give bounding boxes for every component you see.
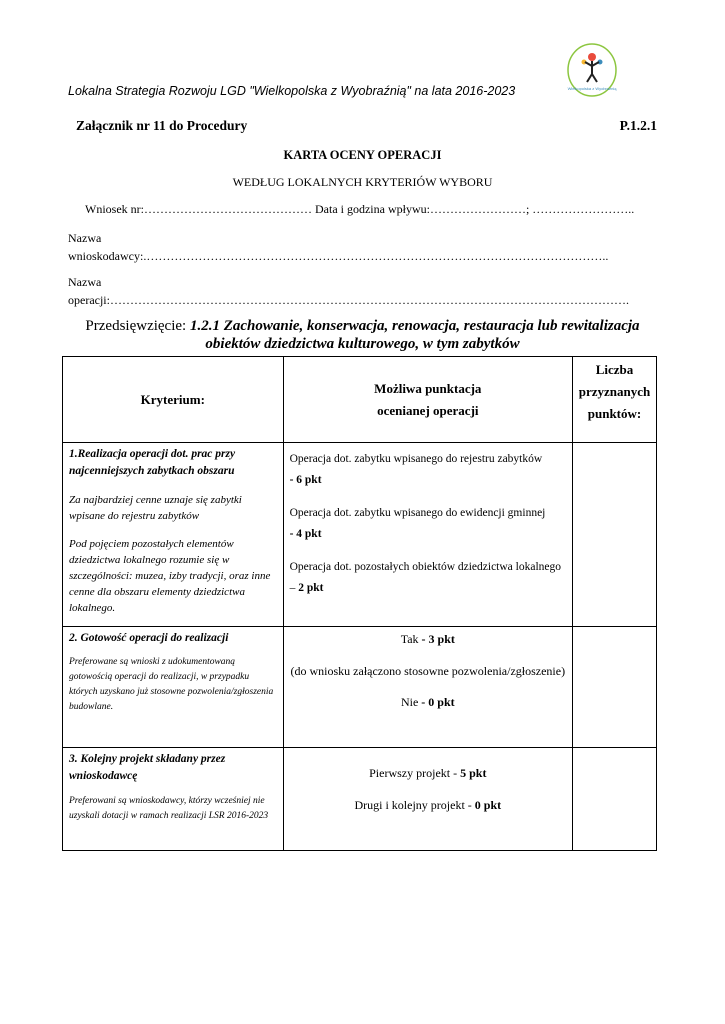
score-option-2a: Tak - 3 pkt bbox=[400, 632, 455, 646]
scoring-cell-1 bbox=[283, 443, 572, 627]
criterion-cell-1 bbox=[63, 443, 284, 627]
criterion-cell-2 bbox=[63, 627, 284, 748]
table-row bbox=[63, 443, 657, 627]
operation-name-field bbox=[68, 273, 668, 309]
table-row bbox=[63, 627, 657, 748]
score-option-2-note: (do wniosku załączono stosowne pozwolenia/zgłoszenie) bbox=[290, 664, 566, 678]
score-option-1c: Operacja dot. pozostałych obiektów dziedzictwa lokalnego – 2 pkt bbox=[289, 561, 562, 594]
points-cell-2[interactable] bbox=[573, 627, 657, 748]
score-option-2b: Nie - 0 pkt bbox=[400, 695, 455, 709]
points-cell-1[interactable] bbox=[573, 443, 657, 627]
scoring-cell-3 bbox=[283, 748, 572, 851]
criterion-desc-2: Preferowane są wnioski z udokumentowaną gotowością operacji do realizacji, w przypadku których uzyskano już stosowne pozwolenia/zgłoszenia budowlane. bbox=[69, 657, 274, 712]
scoring-cell-2 bbox=[283, 627, 572, 748]
procedure-code: P.1.2.1 bbox=[619, 118, 657, 133]
operation-name-line: operacji:…………………………………………………………………………………………………………………. bbox=[68, 293, 629, 307]
score-option-1b: Operacja dot. zabytku wpisanego do ewidencji gminnej - 4 pkt bbox=[289, 507, 546, 540]
applicant-name-label: Nazwa bbox=[68, 231, 102, 245]
points-cell-3[interactable] bbox=[573, 748, 657, 851]
criterion-title-1: 1.Realizacja operacji dot. prac przy najcenniejszych zabytkach obszaru bbox=[69, 448, 236, 477]
criterion-title-3: 3. Kolejny projekt składany przez wnioskodawcę bbox=[69, 753, 226, 782]
undertaking-label: Przedsięwzięcie: bbox=[85, 318, 190, 334]
table-header-row bbox=[63, 357, 657, 443]
lgd-logo bbox=[566, 42, 618, 98]
table-row bbox=[63, 748, 657, 851]
undertaking-name: 1.2.1 Zachowanie, konserwacja, renowacja, restauracja lub rewitalizacja obiektów dziedzictwa kulturowego, w tym zabytków bbox=[189, 318, 640, 352]
applicant-name-line: wnioskodawcy:.…………………………………………………………………………………………………….. bbox=[68, 249, 609, 263]
header-kryterium: Kryterium: bbox=[63, 357, 284, 443]
criterion-desc-3: Preferowani są wnioskodawcy, którzy wcześniej nie uzyskali dotacji w ramach realizacji LSR 2016-2023 bbox=[69, 796, 269, 821]
document-subtitle: WEDŁUG LOKALNYCH KRYTERIÓW WYBORU bbox=[232, 175, 493, 189]
score-option-3a: Pierwszy projekt - 5 pkt bbox=[369, 766, 487, 780]
header-liczba-punktow: Liczba przyznanych punktów: bbox=[573, 357, 657, 443]
criterion-desc-1b: Pod pojęciem pozostałych elementów dziedzictwa lokalnego rozumie się w szczególności: muzea, izby tradycji, oraz inne cenne dla obszaru elementy dziedzictwa lokalnego. bbox=[69, 538, 271, 614]
logo-text: Wielkopolska z Wyobraźnią bbox=[567, 86, 617, 91]
score-option-1a: Operacja dot. zabytku wpisanego do rejestru zabytków - 6 pkt bbox=[289, 453, 543, 486]
applicant-name-field bbox=[68, 229, 668, 265]
score-option-3b: Drugi i kolejny projekt - 0 pkt bbox=[354, 798, 502, 812]
criterion-title-2: 2. Gotowość operacji do realizacji bbox=[69, 632, 229, 644]
undertaking-heading bbox=[60, 317, 665, 353]
criteria-table bbox=[62, 356, 657, 851]
strategy-header: Lokalna Strategia Rozwoju LGD "Wielkopolska z Wyobraźnią" na lata 2016-2023 bbox=[68, 84, 516, 98]
operation-name-label: Nazwa bbox=[68, 275, 102, 289]
criterion-cell-3 bbox=[63, 748, 284, 851]
criterion-desc-1a: Za najbardziej cenne uznaje się zabytki wpisane do rejestru zabytków bbox=[69, 494, 242, 522]
document-title: KARTA OCENY OPERACJI bbox=[283, 148, 442, 162]
attachment-label: Załącznik nr 11 do Procedury bbox=[76, 118, 248, 133]
header-punktacja: Możliwa punktacja ocenianej operacji bbox=[283, 357, 572, 443]
wniosek-field: Wniosek nr:…………………………………… Data i godzina wpływu:……………………; …………………….. bbox=[85, 202, 635, 216]
